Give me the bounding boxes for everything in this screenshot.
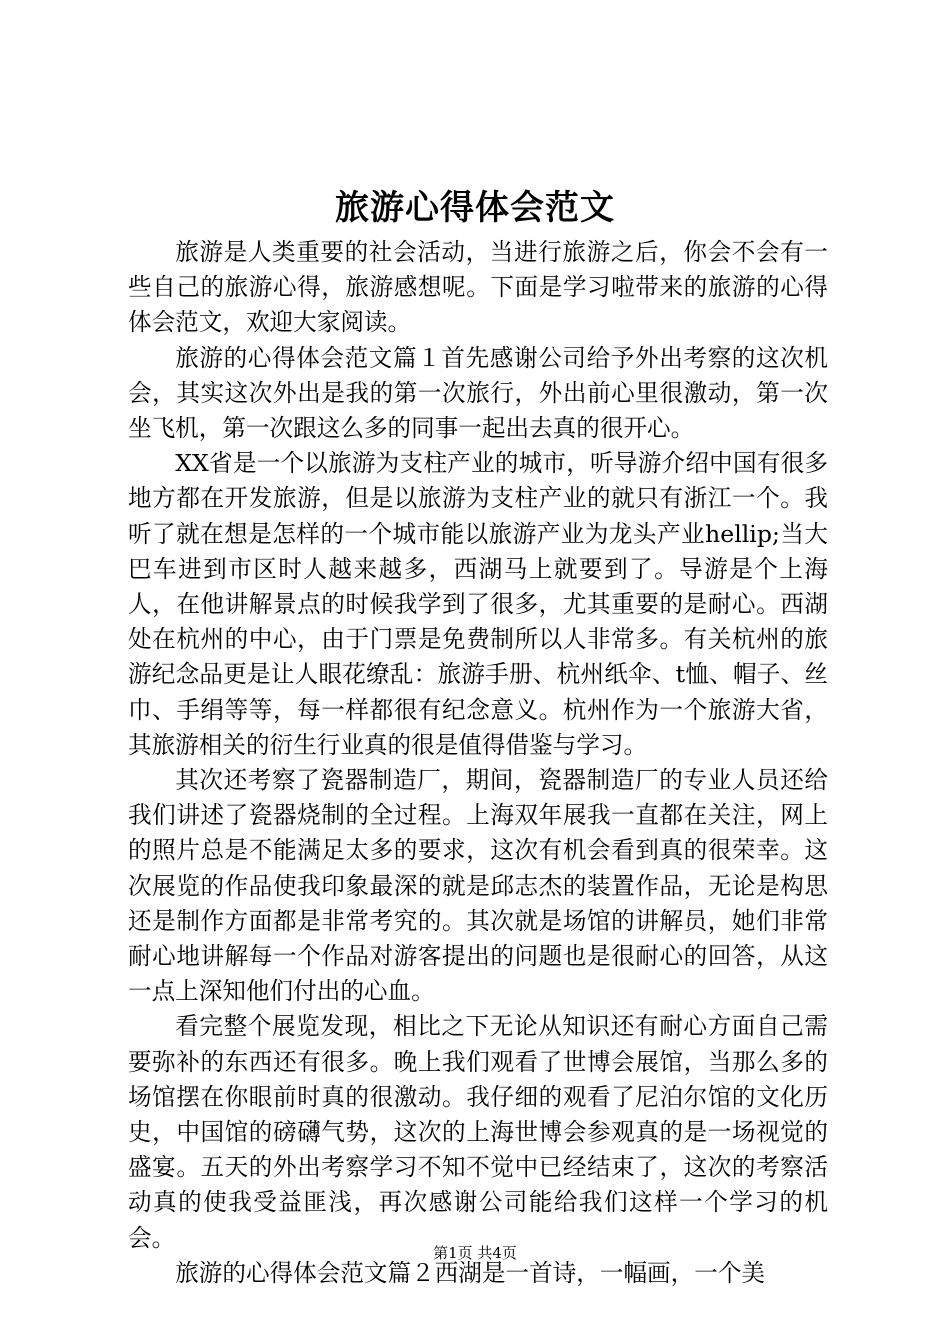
paragraph: 看完整个展览发现，相比之下无论从知识还有耐心方面自己需要弥补的东西还有很多。晚上我们观看了世博会展馆，当那么多的场馆摆在你眼前时真的很激动。我仔细的观看了尼泊尔馆的文化历史，中国馆的磅礴气势，这次的上海世博会参观真的是一场视觉的盛宴。五天的外出考察学习不知不觉中已经结束了，这次的考察活动真的使我受益匪浅，再次感谢公司能给我们这样一个学习的机会。 [128, 1012, 828, 1252]
paragraph: 旅游是人类重要的社会活动，当进行旅游之后，你会不会有一些自己的旅游心得，旅游感想呢。下面是学习啦带来的旅游的心得体会范文，欢迎大家阅读。 [128, 238, 828, 337]
paragraph: 旅游的心得体会范文篇１首先感谢公司给予外出考察的这次机会，其实这次外出是我的第一次旅行，外出前心里很激动，第一次坐飞机，第一次跟这么多的同事一起出去真的很开心。 [128, 343, 828, 443]
page-footer: 第1页 共4页 [433, 1244, 517, 1262]
paragraph: 其次还考察了瓷器制造厂，期间，瓷器制造厂的专业人员还给我们讲述了瓷器烧制的全过程。上海双年展我一直都在关注，网上的照片总是不能满足太多的要求，这次有机会看到真的很荣幸。这次展览的作品使我印象最深的就是邱志杰的装置作品，无论是构思还是制作方面都是非常考究的。其次就是场馆的讲解员，她们非常耐心地讲解每一个作品对游客提出的问题也是很耐心的回答，从这一点上深知他们付出的心血。 [128, 766, 828, 1006]
document-body [128, 235, 828, 1291]
paragraph: 旅游的心得体会范文篇２西湖是一首诗，一幅画，一个美 [175, 1258, 766, 1287]
paragraph: XX省是一个以旅游为支柱产业的城市，听导游介绍中国有很多地方都在开发旅游，但是以旅游为支柱产业的就只有浙江一个。我听了就在想是怎样的一个城市能以旅游产业为龙头产业hellip;当大巴车进到市区时人越来越多，西湖马上就要到了。导游是个上海人，在他讲解景点的时候我学到了很多，尤其重要的是耐心。西湖处在杭州的中心，由于门票是免费制所以人非常多。有关杭州的旅游纪念品更是让人眼花缭乱：旅游手册、杭州纸伞、t恤、帽子、丝巾、手绢等等，每一样都很有纪念意义。杭州作为一个旅游大省，其旅游相关的衍生行业真的很是值得借鉴与学习。 [128, 449, 828, 759]
document-title: 旅游心得体会范文 [335, 188, 615, 228]
